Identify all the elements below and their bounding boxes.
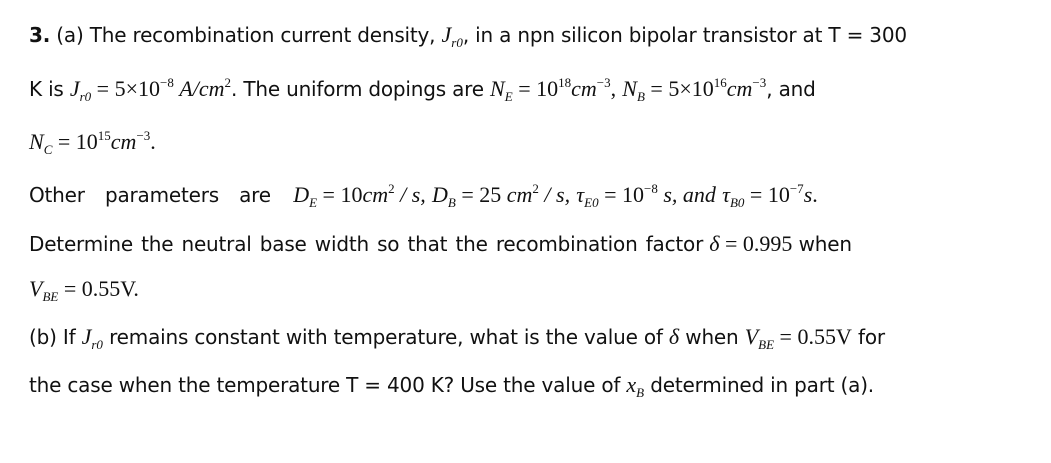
line-1	[29, 22, 907, 51]
tauE0-value: $\tau_{E0} = 10^{-8}$ s, and	[576, 181, 716, 210]
J-r0-value: $J_{r0} = 5\times 10^{-8}$ $A/cm^2$	[69, 75, 232, 104]
NB-value: $N_B = 5\times 10^{16}cm^{-3}$	[622, 75, 767, 104]
determine-text: Determine the neutral base width so that the recombination factor	[29, 232, 704, 256]
k-is-text: K is	[29, 77, 64, 101]
doping-intro-text: . The uniform dopings are	[231, 77, 484, 101]
line-7	[29, 324, 885, 353]
when-text: when	[798, 232, 852, 256]
line-6	[29, 276, 139, 305]
when2-text: when	[685, 325, 739, 349]
NE-value: $N_E = 10^{18}cm^{-3}$,	[490, 75, 617, 104]
problem-number: 3.	[29, 23, 51, 47]
delta-symbol: δ	[668, 324, 680, 349]
xB-symbol: $x_B$	[626, 372, 645, 400]
NC-value: $N_C = 10^{15}cm^{-3}$.	[29, 128, 156, 157]
in-transistor-text: , in a npn silicon bipolar transistor at T = 300	[462, 23, 907, 47]
remains-text: remains constant with temperature, what is the value of	[109, 325, 663, 349]
part-a-label: (a)	[56, 23, 84, 47]
J-r0-symbol-b: $J_{r0}$	[81, 324, 103, 352]
other-params-text: Other parameters are	[29, 183, 271, 207]
line-2	[29, 75, 816, 105]
delta-value: δ = 0.995	[709, 231, 793, 256]
and-text: , and	[766, 77, 816, 101]
J-r0-symbol: $J_{r0}$	[441, 22, 463, 50]
line-3	[29, 128, 156, 158]
line-8	[29, 372, 874, 401]
tauB0-value: $\tau_{B0} = 10^{-7}s$.	[722, 181, 818, 210]
part-b-label: (b)	[29, 325, 57, 349]
last-line-pre: the case when the temperature T = 400 K? Use the value of	[29, 373, 621, 397]
DB-value: $D_B = 25$ $cm^2$ / s,	[431, 181, 571, 210]
DE-value: $D_E = 10cm^2 / s$,	[293, 181, 426, 210]
line-5	[29, 231, 852, 257]
VBE-value: $V_{BE} = 0.55V$.	[29, 276, 139, 304]
for-text: for	[858, 325, 885, 349]
intro-text: The recombination current density,	[89, 23, 436, 47]
line-4	[29, 181, 818, 211]
VBE-value-b: $V_{BE} = 0.55V$	[744, 324, 852, 352]
if-text: If	[62, 325, 76, 349]
last-line-post: determined in part (a).	[650, 373, 874, 397]
